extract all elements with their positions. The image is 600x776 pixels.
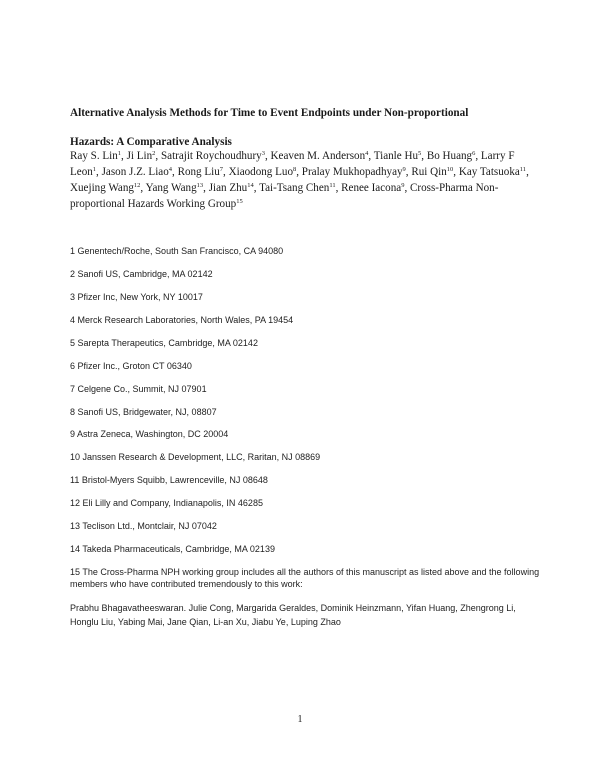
affiliation-1: 1 Genentech/Roche, South San Francisco, CA 94080 [70, 246, 284, 256]
author-affiliation-marker: 14 [247, 182, 254, 189]
author-list [70, 148, 540, 212]
author-separator: , [223, 166, 229, 178]
affiliation-12: 12 Eli Lilly and Company, Indianapolis, IN 46285 [70, 498, 263, 508]
author-name: Ji Lin [126, 150, 153, 162]
author-affiliation-marker: 8 [293, 166, 297, 173]
author-affiliation-marker: 15 [236, 198, 243, 205]
author-separator: , [526, 166, 529, 178]
affiliation-2: 2 Sanofi US, Cambridge, MA 02142 [70, 269, 213, 279]
author-separator: , [140, 182, 146, 194]
author-affiliation-marker: 1 [92, 166, 97, 173]
author-name: Ray S. Lin [70, 150, 118, 162]
author-separator: , [475, 150, 481, 162]
author-affiliation-marker: 4 [168, 166, 173, 173]
author-name: Kay Tatsuoka [458, 166, 520, 178]
affiliation-6: 6 Pfizer Inc., Groton CT 06340 [70, 361, 192, 371]
author-affiliation-marker: 4 [365, 150, 369, 157]
author-name: Xiaodong Luo [228, 166, 293, 178]
affiliation-9: 9 Astra Zeneca, Washington, DC 20004 [70, 429, 229, 439]
author-name: Jian Zhu [208, 182, 248, 194]
author-separator: , [404, 182, 410, 194]
author-name: Satrajit Roychoudhury [160, 150, 262, 162]
author-separator: , [405, 166, 412, 178]
author-name: Bo Huang [426, 150, 473, 162]
affiliation-15: 15 The Cross-Pharma NPH working group includes all the authors of this manuscript as listed above and the following members who have contributed tremendously to this work: [70, 567, 540, 589]
affiliation-10: 10 Janssen Research & Development, LLC, Raritan, NJ 08869 [70, 452, 321, 462]
affiliation-3: 3 Pfizer Inc, New York, NY 10017 [70, 292, 203, 302]
author-name: Rui Qin [411, 166, 447, 178]
affiliation-5: 5 Sarepta Therapeutics, Cambridge, MA 02142 [70, 338, 258, 348]
author-name: Pralay Mukhopadhyay [301, 166, 403, 178]
author-separator: , [421, 150, 427, 162]
author-name: Keaven M. Anderson [270, 150, 366, 162]
affiliation-8: 8 Sanofi US, Bridgewater, NJ, 08807 [70, 407, 217, 417]
author-affiliation-marker: 12 [133, 182, 141, 189]
author-affiliation-marker: 11 [519, 166, 527, 173]
author-name: Tai-Tsang Chen [259, 182, 330, 194]
author-affiliation-marker: 9 [401, 182, 405, 189]
author-name: Larry F Leon [70, 150, 515, 178]
affiliation-14: 14 Takeda Pharmaceuticals, Cambridge, MA 02139 [70, 544, 275, 554]
author-affiliation-marker: 2 [152, 150, 156, 157]
author-affiliation-marker: 3 [261, 150, 265, 157]
affiliation-4: 4 Merck Research Laboratories, North Wales, PA 19454 [70, 315, 294, 325]
affiliation-13: 13 Teclison Ltd., Montclair, NJ 07042 [70, 521, 217, 531]
author-affiliation-marker: 9 [402, 166, 406, 173]
author-separator: , [368, 150, 374, 162]
author-affiliation-marker: 13 [196, 182, 204, 189]
author-separator: , [335, 182, 342, 194]
author-name: Tianle Hu [373, 150, 419, 162]
author-separator: , [264, 150, 271, 162]
author-affiliation-marker: 1 [117, 150, 122, 157]
author-separator: , [155, 150, 161, 162]
paper-title-line-1: Alternative Analysis Methods for Time to Event Endpoints under Non-proportional [70, 107, 469, 119]
author-separator: , [172, 166, 178, 178]
author-affiliation-marker: 7 [219, 166, 224, 173]
author-affiliation-marker: 11 [329, 182, 336, 189]
working-group-members: Prabhu Bhagavatheeswaran. Julie Cong, Margarida Geraldes, Dominik Heinzmann, Yifan Huang, Zhengrong Li, Honglu Liu, Yabing Mai, Jane Qian, Li-an Xu, Jiabu Ye, Luping Zhao [70, 603, 516, 627]
author-separator: , [453, 166, 459, 178]
author-name: Xuejing Wang [70, 182, 134, 194]
page-number: 1 [297, 714, 303, 725]
author-separator: , [253, 182, 260, 194]
author-name: Renee Iacona [341, 182, 402, 194]
author-affiliation-marker: 10 [446, 166, 454, 173]
author-affiliation-marker: 6 [472, 150, 476, 157]
paper-title-line-2: Hazards: A Comparative Analysis [70, 136, 232, 148]
author-name: Jason J.Z. Liao [101, 166, 169, 178]
affiliation-11: 11 Bristol-Myers Squibb, Lawrenceville, NJ 08648 [70, 475, 268, 485]
author-affiliation-marker: 5 [418, 150, 422, 157]
affiliation-7: 7 Celgene Co., Summit, NJ 07901 [70, 384, 207, 394]
author-separator: , [121, 150, 127, 162]
author-name: Rong Liu [177, 166, 220, 178]
author-separator: , [96, 166, 102, 178]
author-name: Cross-Pharma Non-proportional Hazards Working Group [70, 182, 499, 210]
author-name: Yang Wang [145, 182, 197, 194]
author-separator: , [296, 166, 302, 178]
author-separator: , [203, 182, 209, 194]
